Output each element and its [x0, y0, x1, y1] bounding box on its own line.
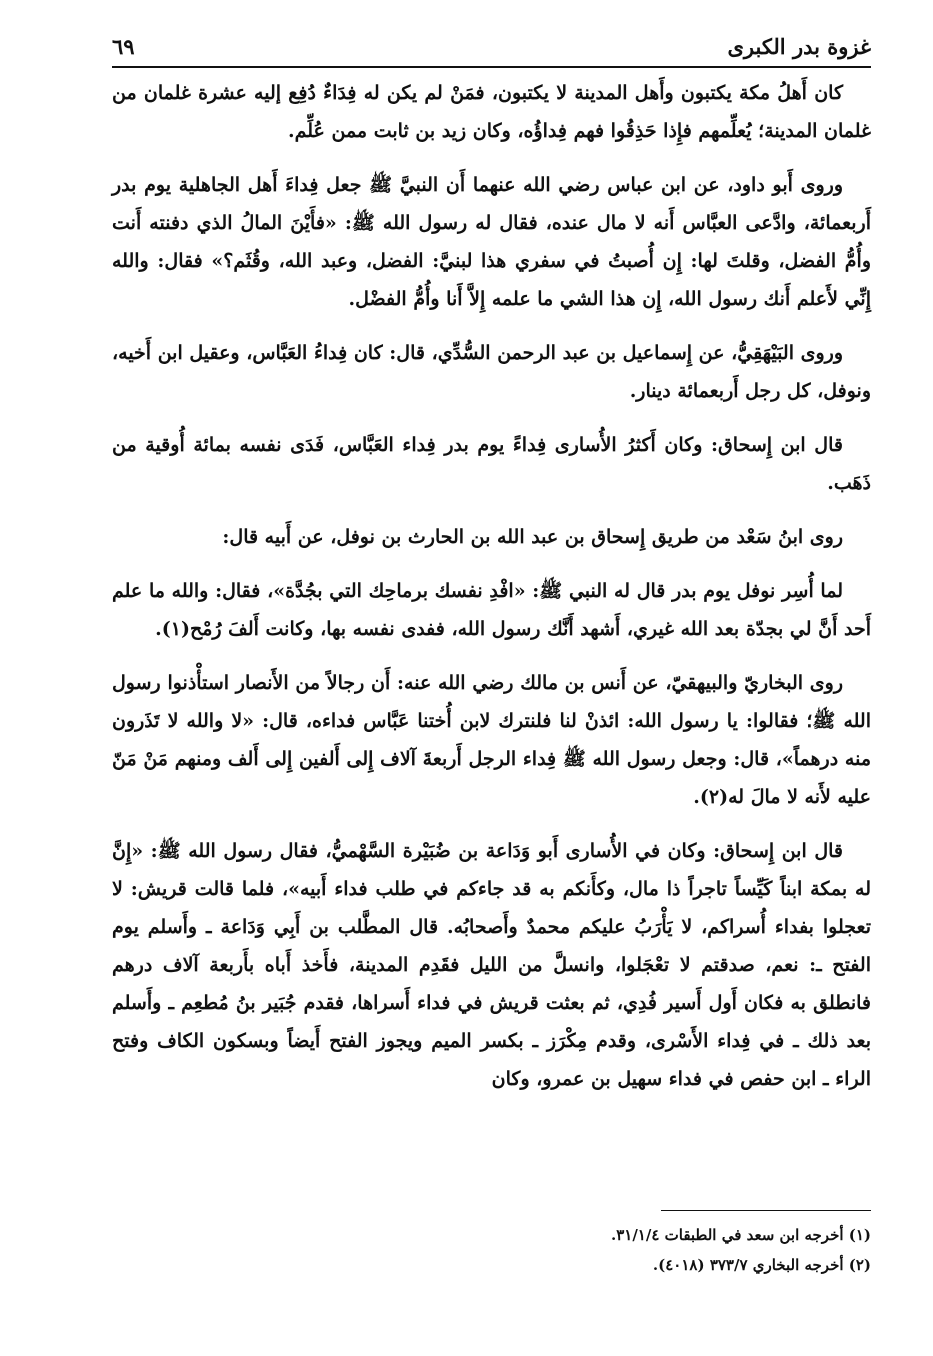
footnote: (٢) أخرجه البخاري ٣٧٣/٧ (٤٠١٨).	[652, 1256, 871, 1274]
paragraph: لما أُسِر نوفل يوم بدر قال له النبي ﷺ: «افْدِ نفسك برماحِك التي بجُدَّة»، فقال: والله ما علم أَحد أَنَّ لي بجدّة بعد الله غيري، أَشهد أَنَّك رسول الله، ففدى نفسه بها، وكانت أَلفَ رُمْح(١).	[112, 580, 871, 640]
header-rule	[112, 66, 871, 68]
paragraph: روى ابنُ سَعْد من طريق إِسحاق بن عبد الله بن الحارث بن نوفل، عن أَبيه قال:	[222, 526, 843, 548]
paragraph: كان أَهلُ مكة يكتبون وأَهل المدينة لا يكتبون، فمَنْ لم يكن له فِدَاءٌ دُفِع إليه عشرة غلمان من غلمان المدينة؛ يُعلِّمهم فإِذا حَذِقُوا فهم فِداؤُه، وكان زيد بن ثابت ممن عُلِّم.	[112, 82, 871, 142]
page-header	[112, 28, 871, 68]
footnotes	[112, 1220, 871, 1280]
paragraph: وروى البَيْهَقِيُّ، عن إِسماعيل بن عبد الرحمن السُّدِّي، قال: كان فِداءُ العَبَّاس، وعقيل ابن أَخيه، ونوفل، كل رجل أَربعمائة دينار.	[112, 342, 871, 402]
paragraph: قال ابن إِسحاق: وكان في الأُسارى أَبو وَدَاعة بن ضُبَيْرة السَّهْميُّ، فقال رسول الله ﷺ: «إِنَّ له بمكة ابناً كَيِّساً تاجراً ذا مال، وكأَنكم به قد جاءكم في طلب فداء أَبيه»، فلما قالت قريش: لا تعجلوا بفداء أُسراكم، لا يَأْرَبُ عليكم محمدٌ وأَصحابُه. قال المطَّلب بن أَبِي وَدَاعة ـ وأَسلم يوم الفتح ـ: نعم، صدقتم لا تعْجَلوا، وانسلَّ من الليل فقَدِم المدينة، فأَخذ أَباه بأَربعة آلاف درهم فانطلق به فكان أَول أَسير فُدِي، ثم بعثت قريش في فداء أَسراها، فقدم جُبَير بنُ مُطعِم ـ وأَسلم بعد ذلك ـ في فِداء الأَسْرى، وقدم مِكْرَز ـ بكسر الميم ويجوز الفتح أَيضاً وبسكون الكاف وفتح الراء ـ ابن حفص في فداء سهيل بن عمرو، وكان	[112, 840, 871, 1090]
paragraph: روى البخاريّ والبيهقيّ، عن أَنس بن مالك رضي الله عنه: أَن رجالاً من الأَنصار استأْذنوا رسول الله ﷺ؛ فقالوا: يا رسول الله: ائذنْ لنا فلنترك لابن أُختنا عَبَّاس فداءه، قال: «لا والله لا تَذَرون منه درهماً»، قال: وجعل رسول الله ﷺ فِداء الرجل أَربعةَ آلاف إِلى أَلفين إِلى أَلف ومنهم مَنْ مَنّ عليه لأَنه لا مالَ له(٢).	[112, 672, 871, 808]
paragraph: وروى أَبو داود، عن ابن عباس رضي الله عنهما أَن النبيَّ ﷺ جعل فِداءَ أَهل الجاهلية يوم بدر أَربعمائة، وادَّعى العبَّاس أَنه لا مال عنده، فقال له رسول الله ﷺ: «فأَيْنَ المالُ الذي دفنته أَنت وأُمُّ الفضل، وقلتَ لها: إِن أُصبتُ في سفري هذا لبنيَّ: الفضل، وعبد الله، وقُثَم؟» فقال: والله إِنِّي لأَعلم أَنك رسول الله، إِن هذا الشي ما علمه إِلاَّ أَنا وأُمُّ الفضْل.	[112, 174, 871, 310]
paragraph: قال ابن إِسحاق: وكان أَكثرُ الأُسارى فِداءً يوم بدر فِداء العَبَّاس، فَدَى نفسه بمائة أُوقية من ذَهَب.	[112, 434, 871, 494]
footnote-rule	[661, 1210, 871, 1211]
page-number: ٦٩	[112, 34, 135, 59]
footnote: (١) أخرجه ابن سعد في الطبقات ٣١/١/٤.	[610, 1226, 871, 1244]
body-text	[112, 74, 871, 1114]
running-title: غزوة بدر الكبرى	[727, 34, 871, 59]
